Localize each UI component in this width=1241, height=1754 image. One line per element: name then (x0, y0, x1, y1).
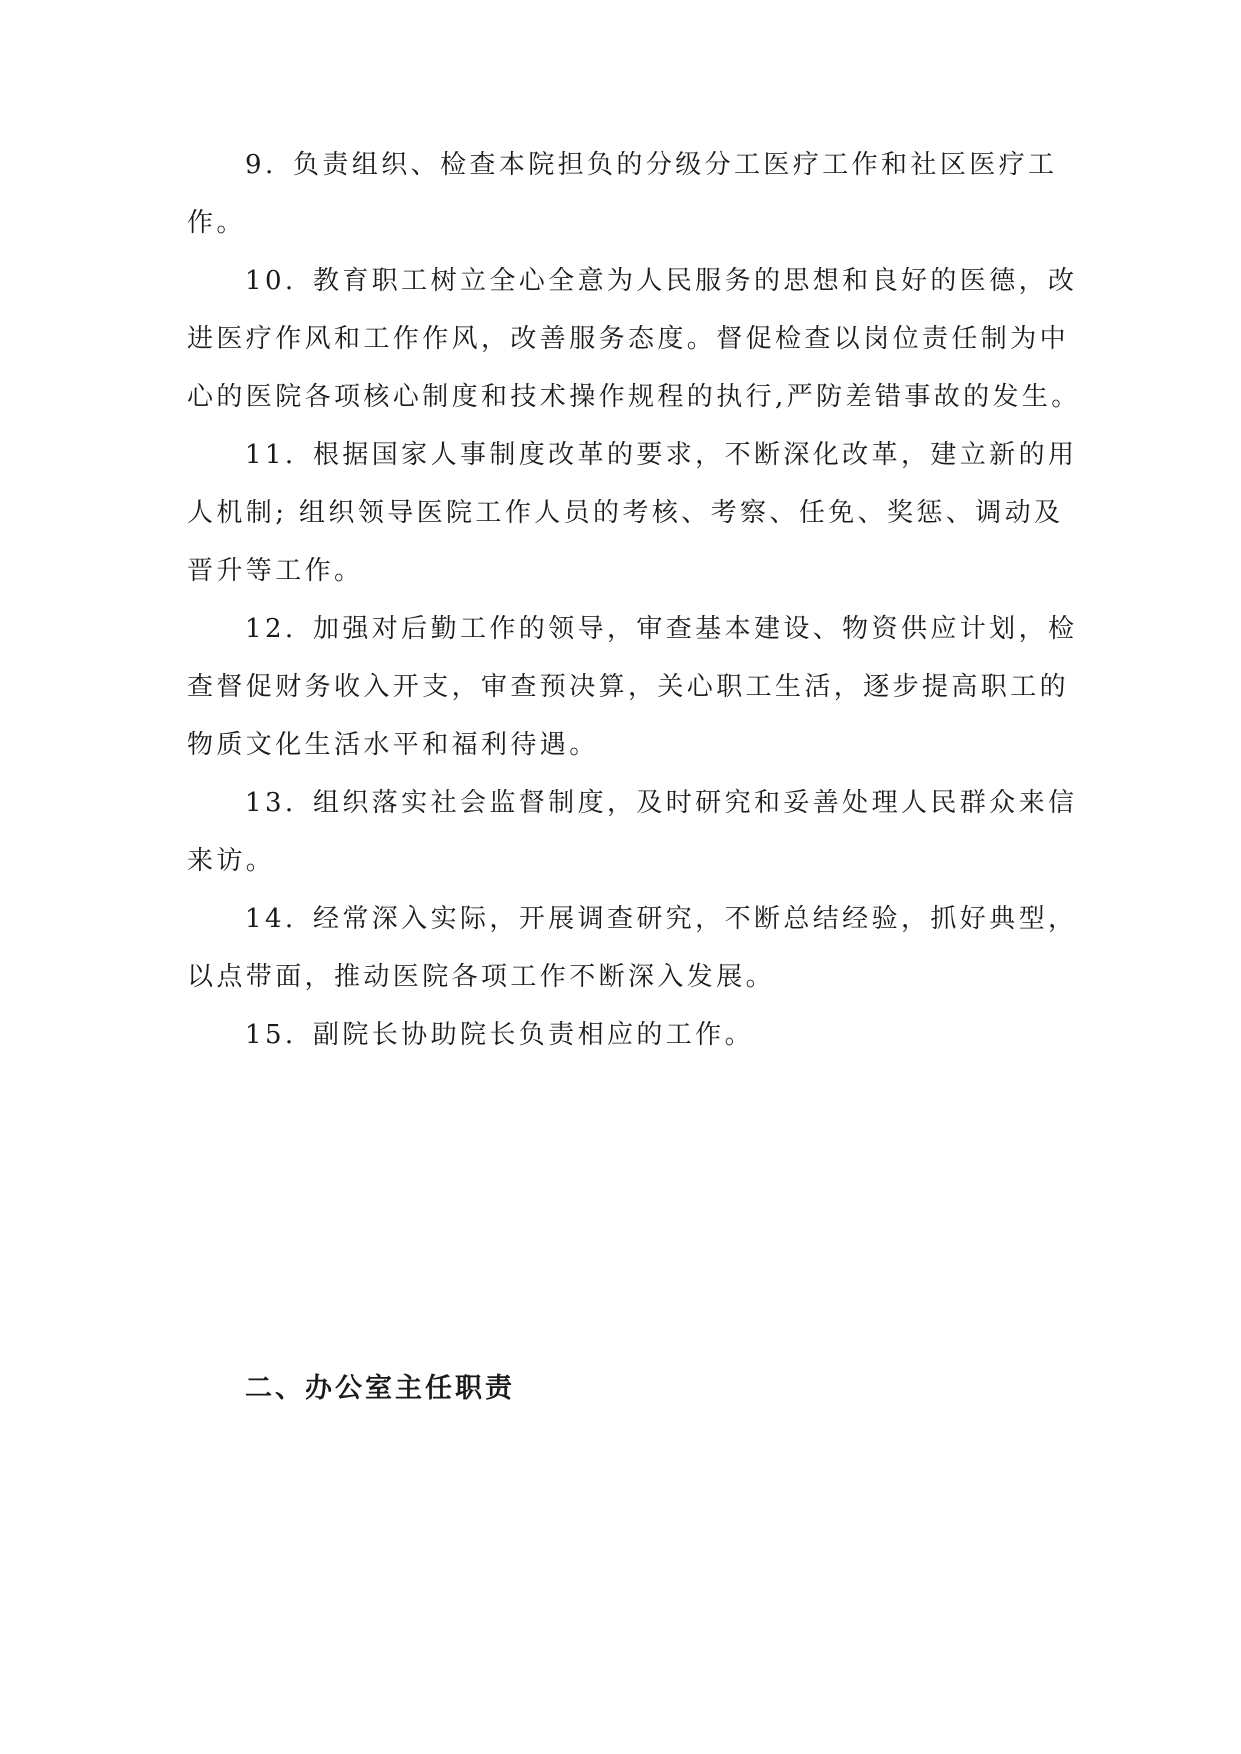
item-number: 14. (245, 904, 297, 934)
list-item-13-line-2: 来访。 (187, 846, 276, 876)
list-item-11-line-1 (245, 438, 1078, 472)
item-number: 10. (245, 266, 297, 296)
list-item-12-line-3: 物质文化生活水平和福利待遇。 (187, 730, 599, 760)
list-item-11-line-3: 晋升等工作。 (187, 556, 364, 586)
list-item-14-line-2: 以点带面，推动医院各项工作不断深入发展。 (187, 962, 776, 992)
list-item-10-line-1 (245, 264, 1078, 298)
list-item-10-line-2: 进医疗作风和工作作风，改善服务态度。督促检查以岗位责任制为中 (187, 324, 1070, 354)
item-text: 加强对后勤工作的领导，审查基本建设、物资供应计划，检 (312, 614, 1078, 644)
item-text: 负责组织、检查本院担负的分级分工医疗工作和社区医疗工 (293, 150, 1058, 180)
list-item-11-line-2: 人机制; 组织领导医院工作人员的考核、考察、任免、奖惩、调动及 (187, 498, 1064, 528)
list-item-10-line-3: 心的医院各项核心制度和技术操作规程的执行,严防差错事故的发生。 (187, 382, 1081, 412)
item-text: 根据国家人事制度改革的要求，不断深化改革，建立新的用 (312, 440, 1078, 470)
section-heading: 二、办公室主任职责 (245, 1373, 515, 1404)
list-item-15-line-1 (245, 1018, 1057, 1052)
list-item-12-line-1 (245, 612, 1078, 646)
item-text: 教育职工树立全心全意为人民服务的思想和良好的医德，改 (312, 266, 1078, 296)
list-item-14-line-1 (245, 902, 1078, 936)
item-number: 12. (245, 614, 297, 644)
item-number: 11. (245, 440, 297, 470)
list-item-9-line-2: 作。 (187, 208, 246, 238)
list-item-9-line-1 (245, 148, 1057, 182)
item-text: 组织落实社会监督制度，及时研究和妥善处理人民群众来信 (312, 788, 1078, 818)
item-number: 15. (245, 1020, 297, 1050)
list-item-13-line-1 (245, 786, 1078, 820)
item-number: 13. (245, 788, 297, 818)
item-text: 副院长协助院长负责相应的工作。 (312, 1020, 754, 1050)
item-text: 经常深入实际，开展调查研究，不断总结经验，抓好典型， (312, 904, 1078, 934)
item-number: 9. (245, 150, 277, 180)
list-item-12-line-2: 查督促财务收入开支，审查预决算，关心职工生活，逐步提高职工的 (187, 672, 1070, 702)
